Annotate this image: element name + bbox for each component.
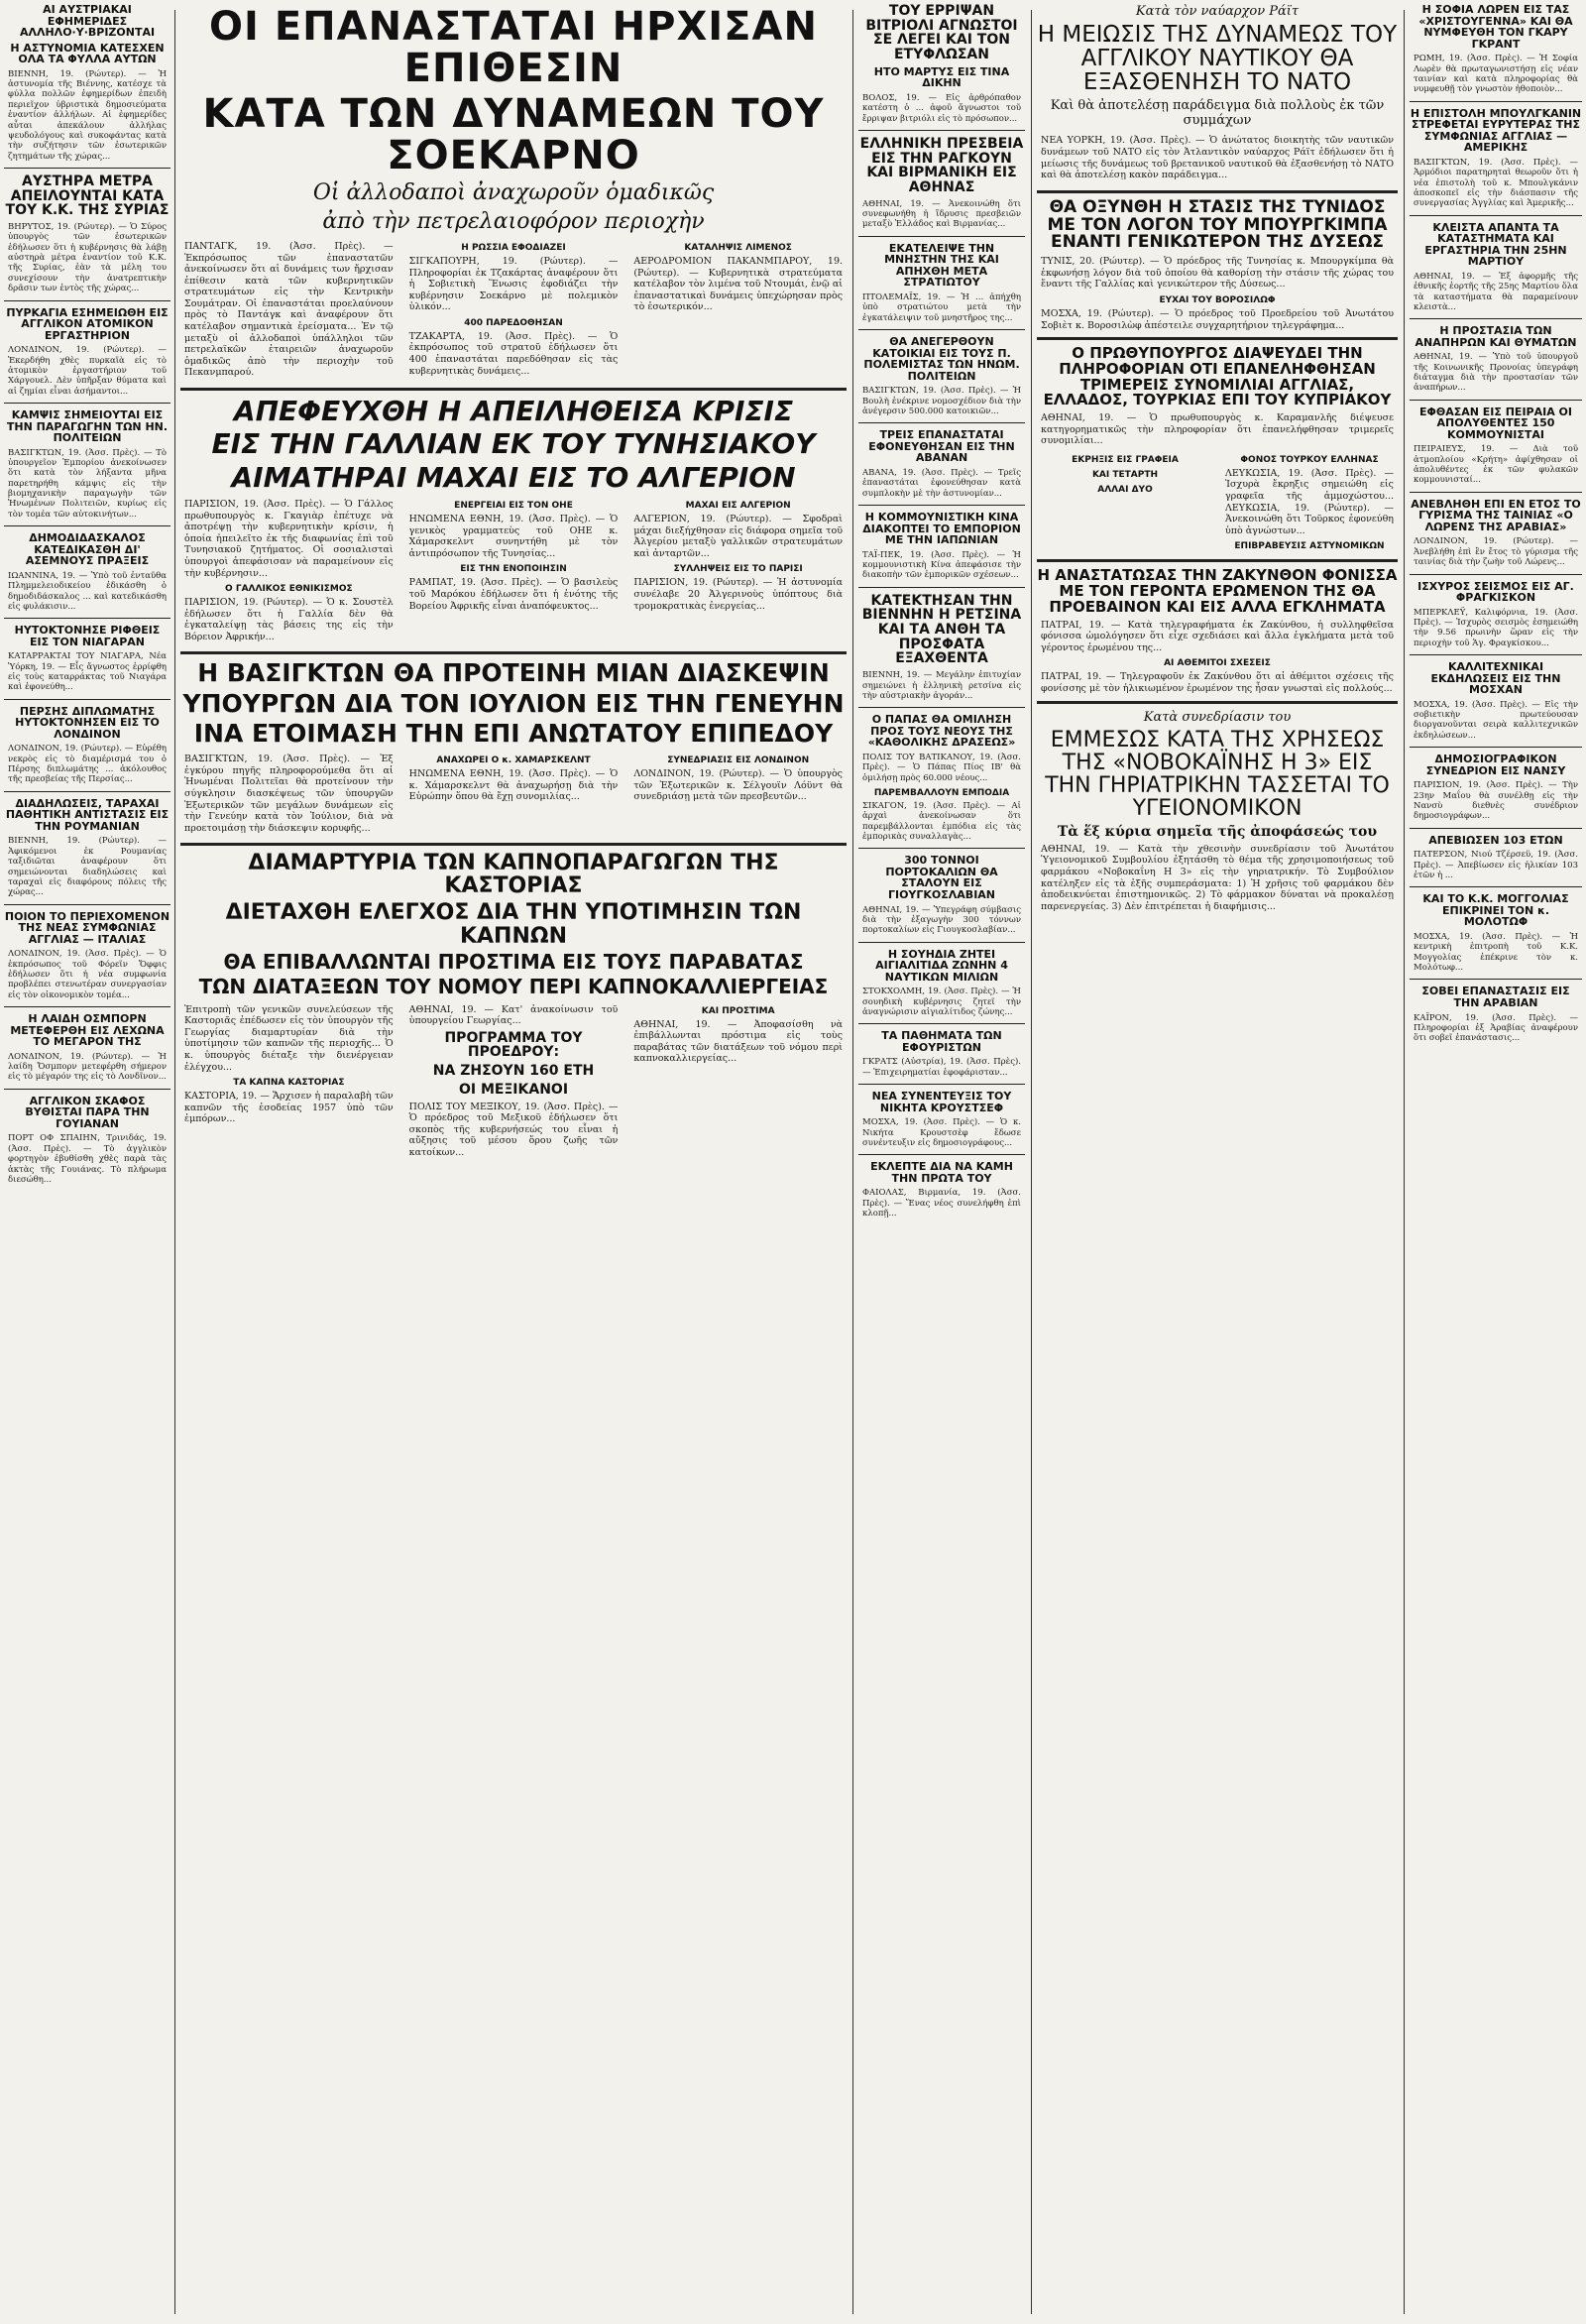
divider (4, 300, 170, 301)
banner-headline: ΘΑ ΕΠΙΒΑΛΛΩΝΤΑΙ ΠΡΟΣΤΙΜΑ ΕΙΣ ΤΟΥΣ ΠΑΡΑΒΑΤΑΣ (223, 949, 804, 974)
article-text: ΤΖΑΚΑΡΤΑ, 19. (Ἀσσ. Πρὲς). — Ὁ ἐκπρόσωπος τοῦ στρατοῦ ἐδήλωσεν ὅτι 400 ἐπαναστάται παρεδόθησαν εἰς τὰς κυβερνητικὰς δυνάμεις... (408, 330, 619, 377)
headline: ΠΡΟΓΡΑΜΜΑ ΤΟΥ ΠΡΟΕΔΡΟΥ: (444, 1029, 583, 1061)
kicker: Κατὰ τὸν ναύαρχον Ράϊτ (1135, 4, 1300, 19)
article-text: ΗΝΩΜΕΝΑ ΕΘΝΗ, 19. (Ἀσσ. Πρὲς). — Ὁ γενικὸς γραμματεὺς τοῦ ΟΗΕ κ. Χάμαρσκελντ συνηντήθη μὲ τὸν ἀντιπρόσωπον τῆς Τυνησίας... (408, 514, 619, 559)
banner-headline: ΕΙΣ ΤΗΝ ΓΑΛΛΙΑΝ ΕΚ ΤΟΥ ΤΥΝΗΣΙΑΚΟΥ (211, 427, 816, 461)
headline: Η ΠΡΟΣΤΑΣΙΑ ΤΩΝ ΑΝΑΠΗΡΩΝ ΚΑΙ ΘΥΜΑΤΩΝ (1415, 324, 1577, 349)
section-heading: ΕΙΣ ΤΗΝ ΕΝΟΠΟΙΗΣΙΝ (460, 564, 567, 575)
banner-headline: ΙΝΑ ΕΤΟΙΜΑΣΗ ΤΗΝ ΕΠΙ ΑΝΩΤΑΤΟΥ ΕΠΙΠΕΔΟΥ (193, 718, 834, 748)
divider (1410, 886, 1582, 887)
divider (858, 422, 1025, 423)
kicker: Κατὰ συνεδρίασιν του (1143, 709, 1292, 725)
column-left (4, 0, 170, 2324)
article-text: ΠΑΤΕΡΣΟΝ, Νιού Τζέρσεϋ, 19. (Ἀσσ. Πρὲς). — Ἀπεβίωσεν εἰς ἡλικίαν 103 ἐτῶν ἡ ... (1414, 850, 1578, 880)
divider (858, 1023, 1025, 1024)
section-heading: ΕΚΡΗΞΙΣ ΕΙΣ ΓΡΑΦΕΙΑ (1072, 454, 1179, 465)
banner-headline: ΑΠΕΦΕΥΧΘΗ Η ΑΠΕΙΛΗΘΕΙΣΑ ΚΡΙΣΙΣ (233, 394, 794, 427)
divider (858, 1154, 1025, 1155)
article-text: ΦΑΙΟΛΑΣ, Βιρμανία, 19. (Ἀσσ. Πρὲς). — Ἕνας νέος συνελήφθη ἐπὶ κλοπῇ... (862, 1188, 1021, 1220)
divider (1410, 318, 1582, 319)
article-text: ΜΟΣΧΑ, 19. (Ρώυτερ). — Ὁ πρόεδρος τοῦ Προεδρείου τοῦ Ἀνωτάτου Σοβιὲτ κ. Βοροσιλὼφ ἀπέστειλε συγχαρητήριον τηλεγράφημα... (1041, 308, 1394, 331)
section-heading: ΕΥΧΑΙ ΤΟΥ ΒΟΡΟΣΙΛΩΦ (1159, 295, 1276, 305)
article-text: ΠΟΡΤ ΟΦ ΣΠΑΙΗΝ, Τρινιδάς, 19. (Ἀσσ. Πρὲς). — Τὸ ἀγγλικὸν φορτηγὸν ἐβυθίσθη χθὲς παρὰ τὰς ἀκτὰς τῆς Γουιάνας. Τὸ πλήρωμα διεσώθη... (8, 1133, 167, 1185)
headline: ΕΜΜΕΣΩΣ ΚΑΤΑ ΤΗΣ ΧΡΗΣΕΩΣ ΤΗΣ «ΝΟΒΟΚΑΪΝΗΣ Η 3» ΕΙΣ ΤΗΝ ΓΗΡΙΑΤΡΙΚΗΝ ΤΑΣΣΕΤΑΙ ΤΟ ΥΓΕΙΟΝΟΜΙΚΟΝ (1045, 727, 1390, 821)
divider (180, 843, 847, 846)
article-text: ΛΟΝΔΙΝΟΝ, 19. (Ρώυτερ). — Ἐκερδήθη χθὲς πυρκαϊὰ εἰς τὸ ἀτομικὸν ἐργαστήριον τοῦ Χάργουελ. Δὲν ὑπῆρξαν θύματα καὶ αἱ ζημίαι εἶναι ἀσήμαντοι... (8, 345, 167, 397)
headline: Ο ΠΑΠΑΣ ΘΑ ΟΜΙΛΗΣΗ ΠΡΟΣ ΤΟΥΣ ΝΕΟΥΣ ΤΗΣ «ΚΑΘΟΛΙΚΗΣ ΔΡΑΣΕΩΣ» (867, 713, 1016, 750)
divider (1410, 101, 1582, 102)
subheadline: ἀπὸ τὴν πετρελαιοφόρον περιοχὴν (322, 209, 705, 234)
headline: ΚΑΛΛΙΤΕΧΝΙΚΑΙ ΕΚΔΗΛΩΣΕΙΣ ΕΙΣ ΤΗΝ ΜΟΣΧΑΝ (1430, 660, 1561, 697)
article-text: ΒΙΕΝΝΗ, 19. (Ρώυτερ). — Ἀφικόμενοι ἐκ Ρουμανίας ταξιδιῶται ἀναφέρουν ὅτι σημειώνονται διαδηλώσεις καὶ ταραχαὶ εἰς διαφόρους πόλεις τῆς χώρας... (8, 836, 167, 898)
headline: ΑΓΓΛΙΚΟΝ ΣΚΑΦΟΣ ΒΥΘΙΣΤΑΙ ΠΑΡΑ ΤΗΝ ΓΟΥΙΑΝΑΝ (25, 1094, 150, 1130)
article-text: ΚΑΪΡΟΝ, 19. (Ἀσσ. Πρὲς). — Πληροφορίαι ἐξ Ἀραβίας ἀναφέρουν ὅτι σοβεῖ ἐπανάστασις... (1414, 1012, 1578, 1044)
article-text: ΠΟΛΙΣ ΤΟΥ ΒΑΤΙΚΑΝΟΥ, 19. (Ἀσσ. Πρὲς). — Ὁ Πάπας Πίος ΙΒ' θὰ ὁμιλήσῃ πρὸς 60.000 νέους... (862, 752, 1021, 783)
article-text: Ἐπιτροπὴ τῶν γενικῶν συνελεύσεων τῆς Καστοριᾶς ἐπέδωσεν εἰς τὸν ὑπουργὸν τῆς Γεωργίας διαμαρτυρίαν διὰ τὴν ὑποτίμησιν τῶν καπνῶν τῆς περιοχῆς... Ὁ κ. ὑπουργὸς διέταξε τὴν διενέργειαν ἐλέγχου... (184, 1003, 394, 1073)
section-heading: Η ΡΩΣΣΙΑ ΕΦΟΔΙΑΖΕΙ (461, 243, 566, 253)
section-heading: ΚΑΙ ΤΕΤΑΡΤΗ (1091, 469, 1159, 480)
headline: ΣΟΒΕΙ ΕΠΑΝΑΣΤΑΣΙΣ ΕΙΣ ΤΗΝ ΑΡΑΒΙΑΝ (1421, 985, 1570, 1009)
divider (4, 403, 170, 404)
article-text: ΒΑΣΙΓΚΤΩΝ, 19. (Ἀσσ. Πρὲς). — Τὸ ὑπουργεῖον Ἐμπορίου ἀνεκοίνωσεν ὅτι κατὰ τὸν λήξαντα μῆνα παρετηρήθη κάμψις εἰς τὴν βιομηχανικὴν παραγωγὴν τῶν Ἡνωμένων Πολιτειῶν, κυρίως εἰς τὸν τομέα τῶν αὐτοκινήτων... (8, 447, 167, 520)
banner-headline: ΔΙΑΜΑΡΤΥΡΙΑ ΤΩΝ ΚΑΠΝΟΠΑΡΑΓΩΓΩΝ ΤΗΣ ΚΑΣΤΟΡΙΑΣ (248, 851, 779, 899)
subheadline: Τὰ ἕξ κύρια σημεῖα τῆς ἀποφάσεώς του (1057, 823, 1378, 840)
article-text: ΤΥΝΙΣ, 20. (Ρώυτερ). — Ὁ πρόεδρος τῆς Τυνησίας κ. Μπουργκίμπα θὰ ἐκφωνήσῃ λόγον διὰ τοῦ ὁποίου θὰ καθορίσῃ τὴν στάσιν τῆς χώρας του ἔναντι τῆς Γαλλίας καὶ γενικώτερον τῆς Δύσεως... (1041, 256, 1394, 290)
divider (4, 525, 170, 526)
column-rule (174, 10, 175, 2314)
article-text: ΠΟΛΙΣ ΤΟΥ ΜΕΞΙΚΟΥ, 19. (Ἀσσ. Πρὲς). — Ὁ πρόεδρος τοῦ Μεξικοῦ ἐδήλωσεν ὅτι σκοπὸς τῆς κυβερνήσεώς του εἶναι ἡ αὔξησις τοῦ μέσου ὅρου ζωῆς τῶν κατοίκων... (408, 1101, 619, 1158)
article-text: ΠΑΤΡΑΙ, 19. — Κατὰ τηλεγραφήματα ἐκ Ζακύνθου, ἡ συλληφθεῖσα φόνισσα ὡμολόγησεν ὅτι εἶχε σχεδιάσει καὶ ἄλλα ἐγκλήματα μετὰ τοῦ γέροντος ἐρωμένου της... (1041, 619, 1394, 653)
banner-headline: ΚΑΤΑ ΤΩΝ ΔΥΝΑΜΕΩΝ ΤΟΥ ΣΟΕΚΑΡΝΟ (202, 91, 825, 178)
headline: ΙΣΧΥΡΟΣ ΣΕΙΣΜΟΣ ΕΙΣ ΑΓ. ΦΡΑΓΚΙΣΚΟΝ (1417, 579, 1574, 605)
article-text: ΒΙΕΝΝΗ, 19. — Μεγάλην ἐπιτυχίαν σημειώνει ἡ ἑλληνικὴ ρετσίνα εἰς τὴν αὐστριακὴν ἀγοράν... (862, 670, 1021, 701)
headline: ΘΑ ΟΞΥΝΘΗ Η ΣΤΑΣΙΣ ΤΗΣ ΤΥΝΙΔΟΣ ΜΕ ΤΟΝ ΛΟΓΟΝ ΤΟΥ ΜΠΟΥΡΓΚΙΜΠΑ ΕΝΑΝΤΙ ΓΕΝΙΚΩΤΕΡΟΝ ΤΗΣ ΔΥΣΕΩΣ (1047, 196, 1388, 253)
subheadline: ΗΤΟ ΜΑΡΤΥΣ ΕΙΣ ΤΙΝΑ ΔΙΚΗΝ (873, 64, 1010, 90)
article-text: ΛΟΝΔΙΝΟΝ, 19. (Ἀσσ. Πρὲς). — Ὁ ἐκπρόσωπος τοῦ Φόρεϊν Ὄφφις ἐδήλωσεν ὅτι ἡ νέα συμφωνία προβλέπει στενωτέραν συνεργασίαν εἰς τὸν οἰκονομικὸν τομέα... (8, 949, 167, 1000)
headline: ΕΚΑΤΕΛΕΙΨΕ ΤΗΝ ΜΝΗΣΤΗΝ ΤΗΣ ΚΑΙ ΑΠΗΧΘΗ ΜΕΤΑ ΣΤΡΑΤΙΩΤΟΥ (884, 241, 999, 290)
article-text: ΤΑΪ-ΠΕΚ, 19. (Ἀσσ. Πρὲς). — Ἡ κομμουνιστικὴ Κίνα ἀπεφάσισε τὴν διακοπὴν τῶν ἐμπορικῶν σχέσεων... (862, 549, 1021, 581)
divider (4, 168, 170, 169)
headline: ΠΟΙΟΝ ΤΟ ΠΕΡΙΕΧΟΜΕΝΟΝ ΤΗΣ ΝΕΑΣ ΣΥΜΦΩΝΙΑΣ ΑΓΓΛΙΑΣ — ΙΤΑΛΙΑΣ (4, 909, 170, 946)
divider (858, 505, 1025, 506)
headline: ΕΛΛΗΝΙΚΗ ΠΡΕΣΒΕΙΑ ΕΙΣ ΤΗΝ ΡΑΓΚΟΥΝ ΚΑΙ ΒΙΡΜΑΝΙΚΗ ΕΙΣ ΑΘΗΝΑΣ (859, 135, 1024, 195)
article-text: ΒΟΛΟΣ, 19. — Εἰς ἀρθρόπαθον κατέστη ὁ ... ἀφοῦ ἄγνωστοι τοῦ ἔρριψαν βιτριόλι εἰς τὸ πρόσωπον... (862, 92, 1021, 124)
article-text: ΒΙΕΝΝΗ, 19. (Ρώυτερ). — Ἡ ἀστυνομία τῆς Βιέννης, κατέσχε τὰ φύλλα πολλῶν ἐφημερίδων ἐπειδὴ περιεῖχον ὑβριστικὰ δημοσιεύματα ἐναντίον ἀλλήλων. Αἱ ἐφημερίδες αὗται ἀπεκάλουν ἀλλήλας ψευδολόγους καὶ συκοφάντας κατὰ τὴν συζήτησιν τῶν ἐσωτερικῶν ζητημάτων τῆς χώρας... (8, 68, 167, 162)
section-heading: ΑΙ ΑΘΕΜΙΤΟΙ ΣΧΕΣΕΙΣ (1164, 658, 1271, 669)
section-heading: ΑΝΑΧΩΡΕΙ Ο κ. ΧΑΜΑΡΣΚΕΛΝΤ (436, 755, 591, 766)
subheadline: Καὶ θὰ ἀποτελέσῃ παράδειγμα διὰ πολλοὺς ἐκ τῶν συμμάχων (1050, 98, 1385, 129)
divider (1410, 215, 1582, 216)
article-text: ΗΝΩΜΕΝΑ ΕΘΝΗ, 19. (Ἀσσ. Πρὲς). — Ὁ κ. Χάμαρσκελντ θὰ ἀναχωρήσῃ διὰ τὴν Εὐρώπην ὅπου θὰ ἔχῃ συνομιλίας... (408, 768, 619, 803)
article-text: ΠΑΡΙΣΙΟΝ, 19. (Ἀσσ. Πρὲς). — Τὴν 23ην Μαΐου θὰ συνέλθῃ εἰς τὴν Νανσὺ διεθνὲς συνέδριον δημοσιογράφων... (1414, 780, 1578, 822)
column-main (180, 0, 847, 2324)
headline: ΔΗΜΟΔΙΔΑΣΚΑΛΟΣ ΚΑΤΕΔΙΚΑΣΘΗ ΔΙ' ΑΣΕΜΝΟΥΣ ΠΡΑΞΕΙΣ (25, 531, 150, 568)
section-heading: ΦΟΝΟΣ ΤΟΥΡΚΟΥ ΕΛΛΗΝΑΣ (1240, 454, 1379, 465)
headline: ΝΑ ΖΗΣΟΥΝ 160 ΕΤΗ (432, 1063, 595, 1080)
divider (1410, 654, 1582, 655)
headline: ΑΠΕΒΙΩΣΕΝ 103 ΕΤΩΝ (1428, 833, 1563, 847)
divider (1037, 190, 1398, 193)
headline: ΤΟΥ ΕΡΡΙΨΑΝ ΒΙΤΡΙΟΛΙ ΑΓΝΩΣΤΟΙ ΣΕ ΛΕΓΕΙ ΚΑΙ ΤΟΝ ΕΤΥΦΛΩΣΑΝ (865, 3, 1018, 63)
column-right-main (1037, 0, 1398, 2324)
divider (858, 1084, 1025, 1085)
article-text: ΑΘΗΝΑΙ, 19. — Κατὰ τὴν χθεσινὴν συνεδρίασιν τοῦ Ἀνωτάτου Ὑγειονομικοῦ Συμβουλίου ἐξητάσθη τὸ θέμα τῆς χρησιμοποιήσεως τοῦ φαρμάκου «Νοβοκαΐνη Η 3» εἰς τὴν γηριατρικήν. Τὸ Συμβούλιον κατέληξεν εἰς τὰ ἑξῆς συμπεράσματα: 1) Ἡ χρῆσις τοῦ φαρμάκου δὲν ἀποδεικνύεται ἐπιστημονικῶς. 2) Τὸ φάρμακον δύναται νὰ προκαλέσῃ παρενεργείας. 3) Δὲν ἐπιτρέπεται ἡ διαφήμισις... (1041, 843, 1394, 912)
banner-headline: ΤΩΝ ΔΙΑΤΑΞΕΩΝ ΤΟΥ ΝΟΜΟΥ ΠΕΡΙ ΚΑΠΝΟΚΑΛΛΙΕΡΓΕΙΑΣ (198, 974, 829, 998)
divider (1410, 747, 1582, 748)
section-heading: 400 ΠΑΡΕΔΟΘΗΣΑΝ (464, 317, 563, 328)
banner-headline: ΑΙΜΑΤΗΡΑΙ ΜΑΧΑΙ ΕΙΣ ΤΟ ΑΛΓΕΡΙΟΝ (231, 460, 796, 494)
article-text: ΠΕΙΡΑΙΕΥΣ, 19. — Διὰ τοῦ ἀτμοπλοίου «Κρήτη» ἀφίχθησαν οἱ ἀπολυθέντες ἐκ τῶν φυλακῶν κομμουνισταί... (1414, 444, 1578, 486)
article-text: ΑΘΗΝΑΙ, 19. — Ὁ πρωθυπουργὸς κ. Καραμανλῆς διέψευσε κατηγορηματικῶς τὴν πληροφορίαν ὅτι ἐπανελήφθησαν τριμερεῖς συνομιλίαι... (1041, 412, 1394, 447)
section-heading: ΑΛΛΑΙ ΔΥΟ (1097, 484, 1153, 495)
article-text: ΜΠΕΡΚΛΕΫ, Καλιφόρνια, 19. (Ἀσσ. Πρὲς). — Ἰσχυρὸς σεισμὸς ἐσημειώθη τὴν 9.56 πρωινὴν ὥραν εἰς τὴν περιοχὴν τοῦ Ἁγ. Φραγκίσκου... (1414, 607, 1578, 648)
banner-headline: ΥΠΟΥΡΓΩΝ ΔΙΑ ΤΟΝ ΙΟΥΛΙΟΝ ΕΙΣ ΤΗΝ ΓΕΝΕΥΗΝ (182, 688, 845, 718)
article-text: ΡΩΜΗ, 19. (Ἀσσ. Πρὲς). — Ἡ Σοφία Λωρὲν θὰ πρωταγωνιστήσῃ εἰς νέαν ταινίαν καὶ κατὰ πληροφορίας θὰ νυμφευθῇ τὸν γνωστὸν ἠθοποιὸν... (1414, 54, 1578, 95)
article-text: ΜΟΣΧΑ, 19. (Ἀσσ. Πρὲς). — Εἰς τὴν σοβιετικὴν πρωτεύουσαν διοργανοῦνται σειρὰ καλλιτεχνικῶν ἐκδηλώσεων... (1414, 699, 1578, 741)
subheadline: Οἱ ἀλλοδαποὶ ἀναχωροῦν ὁμαδικῶς (312, 180, 715, 205)
article-text: ΜΟΣΧΑ, 19. (Ἀσσ. Πρὲς). — Ὁ κ. Νικήτα Κρουστσὲφ ἔδωσε συνέντευξιν εἰς δημοσιογράφους... (862, 1117, 1021, 1148)
headline: ΚΛΕΙΣΤΑ ΑΠΑΝΤΑ ΤΑ ΚΑΤΑΣΤΗΜΑΤΑ ΚΑΙ ΕΡΓΑΣΤΗΡΙΑ ΤΗΝ 25ΗΝ ΜΑΡΤΙΟΥ (1424, 220, 1567, 269)
divider (858, 707, 1025, 708)
article-text: ΛΟΝΔΙΝΟΝ, 19. (Ρώυτερ). — Εὑρέθη νεκρὸς εἰς τὸ διαμέρισμά του ὁ Πέρσης διπλωμάτης ... ἀκόλουθος τῆς πρεσβείας τῆς Περσίας... (8, 744, 167, 785)
headline: ΘΑ ΑΝΕΓΕΡΘΟΥΝ ΚΑΤΟΙΚΙΑΙ ΕΙΣ ΤΟΥΣ Π. ΠΟΛΕΜΙΣΤΑΣ ΤΩΝ ΗΝΩΜ. ΠΟΛΙΤΕΙΩΝ (863, 335, 1020, 383)
section-heading: ΣΥΛΛΗΨΕΙΣ ΕΙΣ ΤΟ ΠΑΡΙΣΙ (673, 564, 803, 575)
headline: ΔΙΑΔΗΛΩΣΕΙΣ, ΤΑΡΑΧΑΙ ΠΑΘΗΤΙΚΗ ΑΝΤΙΣΤΑΣΙΣ ΕΙΣ ΤΗΝ ΡΟΥΜΑΝΙΑΝ (5, 796, 170, 833)
headline: ΕΦΘΑΣΑΝ ΕΙΣ ΠΕΙΡΑΙΑ ΟΙ ΑΠΟΛΥΘΕΝΤΕΣ 150 ΚΟΜΜΟΥΝΙΣΤΑΙ (1418, 405, 1572, 441)
section-heading: ΕΠΙΒΡΑΒΕΥΣΙΣ ΑΣΤΥΝΟΜΙΚΩΝ (1234, 541, 1385, 552)
section-heading: ΣΥΝΕΔΡΙΑΣΙΣ ΕΙΣ ΛΟΝΔΙΝΟΝ (667, 755, 810, 766)
divider (1410, 828, 1582, 829)
divider (1410, 492, 1582, 493)
headline: ΗΥΤΟΚΤΟΝΗΣΕ ΡΙΦΘΕΙΣ ΕΙΣ ΤΟΝ ΝΙΑΓΑΡΑΝ (14, 624, 161, 648)
divider (4, 1089, 170, 1090)
headline: Η ΑΝΑΣΤΑΤΩΣΑΣ ΤΗΝ ΖΑΚΥΝΘΟΝ ΦΟΝΙΣΣΑ ΜΕ ΤΟΝ ΓΕΡΟΝΤΑ ΕΡΩΜΕΝΟΝ ΤΗΣ ΘΑ ΠΡΟΕΒΑΙΝΟΝ ΚΑΙ ΕΙΣ ΑΛΛΑ ΕΓΚΛΗΜΑΤΑ (1037, 566, 1398, 616)
article-text: ΑΘΗΝΑΙ, 19. — Ὑπὸ τοῦ ὑπουργοῦ τῆς Κοινωνικῆς Προνοίας ὑπεγράφη διάταγμα διὰ τὴν προστασίαν τῶν ἀναπήρων... (1414, 352, 1578, 394)
headline: ΚΑΤΕΚΤΗΣΑΝ ΤΗΝ ΒΙΕΝΝΗΝ Η ΡΕΤΣΙΝΑ ΚΑΙ ΤΑ ΑΝΘΗ ΤΑ ΠΡΟΣΦΑΤΑ ΕΞΑΧΘΕΝΤΑ (861, 592, 1022, 667)
article-text: ΙΩΑΝΝΙΝΑ, 19. — Ὑπὸ τοῦ ἐνταῦθα Πλημμελειοδικείου ἐδικάσθη ὁ δημοδιδάσκαλος ... καὶ κατεδικάσθη εἰς φυλάκισιν... (8, 570, 167, 612)
headline: ΚΑΙ ΤΟ Κ.Κ. ΜΟΓΓΟΛΙΑΣ ΕΠΙΚΡΙΝΕΙ ΤΟΝ κ. ΜΟΛΟΤΩΦ (1422, 892, 1569, 929)
headline: Η ΜΕΙΩΣΙΣ ΤΗΣ ΔΥΝΑΜΕΩΣ ΤΟΥ ΑΓΓΛΙΚΟΥ ΝΑΥΤΙΚΟΥ ΘΑ ΕΞΑΣΘΕΝΗΣΗ ΤΟ ΝΑΤΟ (1037, 22, 1398, 96)
banner-headline: ΔΙΕΤΑΧΘΗ ΕΛΕΓΧΟΣ ΔΙΑ ΤΗΝ ΥΠΟΤΙΜΗΣΙΝ ΤΩΝ ΚΑΠΝΩΝ (225, 900, 802, 949)
article-text: ΑΘΗΝΑΙ, 19. — Ὑπεγράφη σύμβασις διὰ τὴν ἐξαγωγὴν 300 τόννων πορτοκαλίων εἰς Γιουγκοσλαβίαν... (862, 904, 1021, 936)
article-text: ΑΛΓΕΡΙΟΝ, 19. (Ρώυτερ). — Σφοδραὶ μάχαι διεξήχθησαν εἰς διάφορα σημεῖα τοῦ Ἀλγερίου μεταξὺ γαλλικῶν στρατευμάτων καὶ ἀνταρτῶν... (633, 514, 844, 559)
article-text: ΛΟΝΔΙΝΟΝ, 19. (Ρώυτερ). — Ὁ ὑπουργὸς τῶν Ἐξωτερικῶν κ. Σέλγουϊν Λόϋντ θὰ συνεδριάσῃ μετὰ τῶν πρεσβευτῶν... (633, 768, 844, 803)
headline: ΚΑΜΨΙΣ ΣΗΜΕΙΟΥΤΑΙ ΕΙΣ ΤΗΝ ΠΑΡΑΓΩΓΗΝ ΤΩΝ ΗΝ. ΠΟΛΙΤΕΙΩΝ (6, 407, 169, 445)
divider (1410, 400, 1582, 401)
headline: ΤΑ ΠΑΘΗΜΑΤΑ ΤΩΝ ΕΦΟΥΡΙΣΤΩΝ (881, 1029, 1002, 1054)
headline: ΝΕΑ ΣΥΝΕΝΤΕΥΞΙΣ ΤΟΥ ΝΙΚΗΤΑ ΚΡΟΥΣΤΣΕΦ (871, 1090, 1012, 1114)
column-right (1410, 0, 1582, 2324)
section-heading: ΚΑΙ ΠΡΟΣΤΙΜΑ (701, 1005, 775, 1016)
section-heading: ΕΝΕΡΓΕΙΑΙ ΕΙΣ ΤΟΝ ΟΗΕ (454, 501, 573, 512)
headline: Η ΣΟΥΗΔΙΑ ΖΗΤΕΙ ΑΙΓΙΑΛΙΤΙΔΑ ΖΩΝΗΝ 4 ΝΑΥΤΙΚΩΝ ΜΙΛΙΩΝ (875, 947, 1008, 984)
divider (1410, 979, 1582, 980)
divider (858, 848, 1025, 849)
headline: 300 ΤΟΝΝΟΙ ΠΟΡΤΟΚΑΛΙΩΝ ΘΑ ΣΤΑΛΟΥΝ ΕΙΣ ΓΙΟΥΓΚΟΣΛΑΒΙΑΝ (885, 854, 998, 902)
article-text: ΑΘΗΝΑΙ, 19. — Κατ' ἀνακοίνωσιν τοῦ ὑπουργείου Γεωργίας... (408, 1003, 619, 1027)
section-heading: ΤΑ ΚΑΠΝΑ ΚΑΣΤΟΡΙΑΣ (233, 1078, 345, 1089)
divider (1037, 701, 1398, 704)
article-text: ΑΕΡΟΔΡΟΜΙΟΝ ΠΑΚΑΝΜΠΑΡΟΥ, 19. (Ρώυτερ). — Κυβερνητικὰ στρατεύματα κατέλαβον τὸν λιμένα τοῦ Ντουμάι, ἐνῷ αἱ ἐπαναστατικαὶ δυνάμεις ὑπεχώρησαν πρὸς τὸ ἐσωτερικόν... (633, 256, 844, 313)
subheadline: Η ΑΣΤΥΝΟΜΙΑ ΚΑΤΕΣΧΕΝ ΟΛΑ ΤΑ ΦΥΛΛΑ ΑΥΤΩΝ (10, 41, 165, 66)
headline: Ο ΠΡΩΘΥΠΟΥΡΓΟΣ ΔΙΑΨΕΥΔΕΙ ΤΗΝ ΠΛΗΡΟΦΟΡΙΑΝ ΟΤΙ ΕΠΑΝΕΛΗΦΘΗΣΑΝ ΤΡΙΜΕΡΕΙΣ ΣΥΝΟΜΙΛΙΑΙ ΑΓΓΛΙΑΣ, ΕΛΛΑΔΟΣ, ΤΟΥΡΚΙΑΣ ΕΠΙ ΤΟΥ ΚΥΠΡΙΑΚΟΥ (1043, 344, 1392, 409)
article-text: ΠΑΤΡΑΙ, 19. — Τηλεγραφοῦν ἐκ Ζακύνθου ὅτι αἱ ἀθέμιτοι σχέσεις τῆς φονίσσης μὲ τὸν ἡλικιωμένον ἐρωμένον της ἦσαν γνωσταὶ εἰς πολλούς... (1041, 671, 1394, 694)
headline: ΔΗΜΟΣΙΟΓΡΑΦΙΚΟΝ ΣΥΝΕΔΡΙΟΝ ΕΙΣ ΝΑΝΣΥ (1425, 753, 1566, 777)
banner-headline: ΟΙ ΕΠΑΝΑΣΤΑΤΑΙ ΗΡΧΙΣΑΝ ΕΠΙΘΕΣΙΝ (209, 4, 818, 91)
headline: ΑΙ ΑΥΣΤΡΙΑΚΑΙ ΕΦΗΜΕΡΙΔΕΣ ΑΛΛΗΛΟ·Υ·ΒΡΙΖΟΝΤΑΙ (19, 3, 156, 40)
article-text: ΓΚΡΑΤΣ (Αὐστρία), 19. (Ἀσσ. Πρὲς). — Ἐπιχειρηματίαι ἐφοφάρισταν... (862, 1057, 1021, 1078)
column-rule (1404, 10, 1405, 2314)
article-text: ΑΒΑΝΑ, 19. (Ἀσσ. Πρὲς). — Τρεῖς ἐπαναστάται ἐφονεύθησαν κατὰ συμπλοκὴν μὲ τὴν ἀστυνομίαν... (862, 467, 1021, 499)
divider (4, 791, 170, 792)
article-text: ΣΙΚΑΓΟΝ, 19. (Ἀσσ. Πρὲς). — Αἱ ἀρχαὶ ἀνεκοίνωσαν ὅτι παρεμβάλλονται ἐμπόδια εἰς τὰς ἐμπορικὰς συναλλαγὰς... (862, 800, 1021, 843)
section-heading: ΜΑΧΑΙ ΕΙΣ ΑΛΓΕΡΙΟΝ (685, 501, 791, 512)
headline: ΟΙ ΜΕΞΙΚΑΝΟΙ (458, 1081, 569, 1098)
article-text: ΛΕΥΚΩΣΙΑ, 19. (Ἀσσ. Πρὲς). — Ἰσχυρὰ ἔκρηξις σημειώθη εἰς γραφεῖα τῆς ἀμμοχώστου... ΛΕΥΚΩΣΙΑ, 19. (Ρώυτερ). — Ἀνεκοινώθη ὅτι Τοῦρκος ἐφονεύθη ὑπὸ ἀγνώστων... (1225, 467, 1394, 536)
divider (1037, 559, 1398, 562)
article-text: ΑΘΗΝΑΙ, 19. — Ἐξ ἀφορμῆς τῆς ἐθνικῆς ἑορτῆς τῆς 25ης Μαρτίου ὅλα τὰ καταστήματα θὰ παραμείνουν κλειστὰ... (1414, 271, 1578, 312)
section-heading: ΠΑΡΕΜΒΑΛΛΟΥΝ ΕΜΠΟΔΙΑ (873, 787, 1010, 798)
divider (4, 1006, 170, 1007)
divider (858, 130, 1025, 131)
article-text: ΠΑΡΙΣΙΟΝ, 19. (Ἀσσ. Πρὲς). — Ὁ Γάλλος πρωθυπουργὸς κ. Γκαγιὰρ ἐπέτυχε νὰ ἀποτρέψῃ τὴν κυβερνητικὴν κρίσιν, ἡ ὁποία ἠπειλεῖτο ἐκ τῆς διαφωνίας ἐπὶ τοῦ Τυνησιακοῦ ζητήματος. Οἱ σοσιαλισταὶ ὑπουργοὶ ἀπεφάσισαν νὰ παραμείνουν εἰς τὴν κυβέρνησιν... (184, 499, 394, 579)
article-text: ΣΙΓΚΑΠΟΥΡΗ, 19. (Ρώυτερ). — Πληροφορίαι ἐκ Τζακάρτας ἀναφέρουν ὅτι ἡ Σοβιετικὴ Ἕνωσις ἐφοδιάζει τὴν κυβέρνησιν Σοεκάρνο μὲ πολεμικὸν ὑλικόν... (408, 256, 619, 313)
article-text: ΠΑΡΙΣΙΟΝ, 19. (Ρώυτερ). — Ἡ ἀστυνομία συνέλαβε 20 Ἀλγερινοὺς ὑπόπτους διὰ τρομοκρατικὰς ἐνεργείας... (633, 577, 844, 612)
divider (1037, 337, 1398, 340)
headline: Η ΚΟΜΜΟΥΝΙΣΤΙΚΗ ΚΙΝΑ ΔΙΑΚΟΠΤΕΙ ΤΟ ΕΜΠΟΡΙΟΝ ΜΕ ΤΗΝ ΙΑΠΩΝΙΑΝ (862, 511, 1021, 547)
headline: Η ΕΠΙΣΤΟΛΗ ΜΠΟΥΛΓΚΑΝΙΝ ΣΤΡΕΦΕΤΑΙ ΕΥΡΥΤΕΡΑΣ ΤΗΣ ΣΥΜΦΩΝΙΑΣ ΑΓΓΛΙΑΣ — ΑΜΕΡΙΚΗΣ (1410, 106, 1582, 155)
article-text: ΣΤΟΚΧΟΛΜΗ, 19. (Ἀσσ. Πρὲς). — Ἡ σουηδικὴ κυβέρνησις ζητεῖ τὴν ἀναγνώρισιν αἰγιαλίτιδος ζώνης... (862, 987, 1021, 1018)
divider (4, 904, 170, 905)
column-rule (1031, 10, 1032, 2314)
banner-headline: Η ΒΑΣΙΓΚΤΩΝ ΘΑ ΠΡΟΤΕΙΝΗ ΜΙΑΝ ΔΙΑΣΚΕΨΙΝ (197, 658, 830, 688)
column-rule (852, 10, 853, 2314)
headline: Η ΣΟΦΙΑ ΛΩΡΕΝ ΕΙΣ ΤΑΣ «ΧΡΙΣΤΟΥΓΕΝΝΑ» ΚΑΙ ΘΑ ΝΥΜΦΕΥΘΗ ΤΟΝ ΓΚΑΡΥ ΓΚΡΑΝΤ (1418, 3, 1573, 51)
article-text: ΒΑΣΙΓΚΤΩΝ, 19. (Ἀσσ. Πρὲς). — Ἀρμόδιοι παρατηρηταὶ θεωροῦν ὅτι ἡ νέα ἐπιστολὴ τοῦ κ. Μπουλγκάνιν ἀποσκοπεῖ εἰς τὴν διάσπασιν τῆς συνεργασίας Ἀγγλίας καὶ Ἀμερικῆς... (1414, 157, 1578, 209)
headline: ΤΡΕΙΣ ΕΠΑΝΑΣΤΑΤΑΙ ΕΦΟΝΕΥΘΗΣΑΝ ΕΙΣ ΤΗΝ ΑΒΑΝΑΝ (868, 428, 1015, 465)
article-text: ΝΕΑ ΥΟΡΚΗ, 19. (Ἀσσ. Πρὲς). — Ὁ ἀνώτατος διοικητὴς τῶν ναυτικῶν δυνάμεων τοῦ ΝΑΤΟ εἰς τὸν Ἀτλαντικὸν ναύαρχος Ράϊτ ἐδήλωσεν ὅτι ἡ μείωσις τῆς δυνάμεως τοῦ βρετανικοῦ ναυτικοῦ θὰ ἐξασθενήσῃ τὸ ΝΑΤΟ καὶ θὰ ἀποτελέσῃ κακὸν παράδειγμα... (1041, 135, 1394, 181)
divider (858, 587, 1025, 588)
headline: ΑΥΣΤΗΡΑ ΜΕΤΡΑ ΑΠΕΙΛΟΥΝΤΑΙ ΚΑΤΑ ΤΟΥ Κ.Κ. ΤΗΣ ΣΥΡΙΑΣ (5, 173, 170, 219)
column-center-right (858, 0, 1025, 2324)
headline: Η ΛΑΙΔΗ ΟΣΜΠΟΡΝ ΜΕΤΕΦΕΡΘΗ ΕΙΣ ΛΕΧΩΝΑ ΤΟ ΜΕΓΑΡΟΝ ΤΗΣ (10, 1012, 165, 1049)
article-text: ΛΟΝΔΙΝΟΝ, 19. (Ρώυτερ). — Ἡ λαίδη Ὄσμπορν μετεφέρθη σήμερον εἰς τὸ μέγαρόν της εἰς τὸ Λονδῖνον... (8, 1051, 167, 1083)
divider (858, 236, 1025, 237)
divider (858, 329, 1025, 330)
article-text: ΒΑΣΙΓΚΤΩΝ, 19. (Ἀσσ. Πρὲς). — Ἐξ ἐγκύρου πηγῆς πληροφορούμεθα ὅτι αἱ Ἡνωμέναι Πολιτεῖαι θὰ προτείνουν τὴν σύγκλησιν διασκέψεως τῶν ὑπουργῶν Ἐξωτερικῶν τῶν μεγάλων δυνάμεων εἰς τὴν Γενεύην κατὰ τὸν Ἰούλιον, διὰ νὰ προετοιμάσῃ τὴν διάσκεψιν κορυφῆς... (184, 754, 394, 834)
divider (180, 388, 847, 391)
article-text: ΠΑΡΙΣΙΟΝ, 19. (Ρώυτερ). — Ὁ κ. Σουστὲλ ἐδήλωσεν ὅτι ἡ Γαλλία δὲν θὰ ἐγκαταλείψῃ τὰς βάσεις της εἰς τὴν Βόρειον Ἀφρικήν... (184, 597, 394, 642)
headline: ΠΕΡΣΗΣ ΔΙΠΛΩΜΑΤΗΣ ΗΥΤΟΚΤΟΝΗΣΕΝ ΕΙΣ ΤΟ ΛΟΝΔΙΝΟΝ (15, 704, 160, 741)
divider (4, 699, 170, 700)
article-text: ΜΟΣΧΑ, 19. (Ἀσσ. Πρὲς). — Ἡ κεντρικὴ ἐπιτροπὴ τοῦ Κ.Κ. Μογγολίας ἐπέκρινε τὸν κ. Μολότωφ... (1414, 931, 1578, 974)
article-text: ΒΑΣΙΓΚΤΩΝ, 19. (Ἀσσ. Πρὲς). — Ἡ Βουλὴ ἐνέκρινε νομοσχέδιον διὰ τὴν ἀνέγερσιν 500.000 κατοικιῶν... (862, 386, 1021, 416)
article-text: ΠΤΟΛΕΜΑΪΣ, 19. — Ἡ ... ἀπήχθη ὑπὸ στρατιώτου μετὰ τὴν ἐγκατάλειψιν τοῦ μνηστῆρος της... (862, 291, 1021, 323)
article-text: ΡΑΜΠΑΤ, 19. (Ἀσσ. Πρὲς). — Ὁ βασιλεὺς τοῦ Μαρόκου ἐδήλωσεν ὅτι ἡ ἑνότης τῆς Βορείου Ἀφρικῆς εἶναι ἀναπόφευκτος... (408, 577, 619, 612)
article-text: ΠΑΝΤΑΓΚ, 19. (Ἀσσ. Πρὲς). — Ἐκπρόσωπος τῶν ἐπαναστατῶν ἀνεκοίνωσεν ὅτι αἱ δυνάμεις των ἤρχισαν ἐπίθεσιν κατὰ τῶν κυβερνητικῶν στρατευμάτων εἰς τὴν Κεντρικὴν Σουμάτραν. Οἱ ἐπαναστάται προελαύνουν πρὸς τὸ Παντάγκ καὶ ἀναφέρουν ὅτι κατέλαβον σημαντικὰ ἐρείσματα... Ἐν τῷ μεταξὺ οἱ ἀλλοδαποὶ ὑπάλληλοι τῶν πετρελαϊκῶν ἑταιρειῶν ἀναχωροῦν ὁμαδικῶς ἀπὸ τὴν περιοχὴν τοῦ Πεκανμπαρού. (184, 241, 394, 379)
article-text: ΚΑΣΤΟΡΙΑ, 19. — Ἄρχισεν ἡ παραλαβὴ τῶν καπνῶν τῆς ἐσοδείας 1957 ὑπὸ τῶν ἐμπόρων... (184, 1091, 394, 1125)
article-text: ΑΘΗΝΑΙ, 19. — Ἀνεκοινώθη ὅτι συνεφωνήθη ἡ ἵδρυσις πρεσβειῶν μεταξὺ Ἑλλάδος καὶ Βιρμανίας... (862, 198, 1021, 230)
article-text: ΛΟΝΔΙΝΟΝ, 19. (Ρώυτερ). — Ἀνεβλήθη ἐπὶ ἓν ἔτος τὸ γύρισμα τῆς ταινίας διὰ τὴν ζωὴν τοῦ Λώρενς... (1414, 536, 1578, 568)
divider (1410, 574, 1582, 575)
divider (858, 942, 1025, 943)
section-heading: Ο ΓΑΛΛΙΚΟΣ ΕΘΝΙΚΙΣΜΟΣ (225, 584, 353, 595)
section-heading: ΚΑΤΑΛΗΨΙΣ ΛΙΜΕΝΟΣ (684, 243, 792, 253)
headline: ΑΝΕΒΛΗΘΗ ΕΠΙ ΕΝ ΕΤΟΣ ΤΟ ΓΥΡΙΣΜΑ ΤΗΣ ΤΑΙΝΙΑΣ «Ο ΛΩΡΕΝΣ ΤΗΣ ΑΡΑΒΙΑΣ» (1411, 497, 1581, 533)
divider (4, 618, 170, 619)
headline: ΠΥΡΚΑΓΙΑ ΕΣΗΜΕΙΩΘΗ ΕΙΣ ΑΓΓΛΙΚΟΝ ΑΤΟΜΙΚΟΝ ΕΡΓΑΣΤΗΡΙΟΝ (6, 305, 169, 342)
article-text: ΒΗΡΥΤΟΣ, 19. (Ρώυτερ). — Ὁ Σύρος ὑπουργὸς τῶν ἐσωτερικῶν ἐδήλωσεν ὅτι ἡ κυβέρνησις θὰ λάβῃ αὐστηρὰ μέτρα ἐναντίον τοῦ Κ.Κ. τῆς Συρίας, ἐὰν τὰ μέλη του συνεχίσουν τὴν ἀνατρεπτικὴν δρᾶσιν των ἐντὸς τῆς χώρας... (8, 222, 167, 294)
divider (180, 651, 847, 654)
headline: ΕΚΛΕΠΤΕ ΔΙΑ ΝΑ ΚΑΜΗ ΤΗΝ ΠΡΩΤΑ ΤΟΥ (870, 1160, 1013, 1185)
article-text: ΚΑΤΑΡΡΑΚΤΑΙ ΤΟΥ ΝΙΑΓΑΡΑ, Νέα Ὑόρκη, 19. — Εἷς ἄγνωστος ἐρρίφθη εἰς τοὺς καταρράκτας τοῦ Νιαγάρα καὶ ἐφονεύθη... (8, 651, 167, 693)
article-text: ΑΘΗΝΑΙ, 19. — Ἀποφασίσθη νὰ ἐπιβάλλωνται πρόστιμα εἰς τοὺς παραβάτας τῶν διατάξεων τοῦ νόμου περὶ καπνοκαλλιεργείας... (633, 1018, 844, 1065)
